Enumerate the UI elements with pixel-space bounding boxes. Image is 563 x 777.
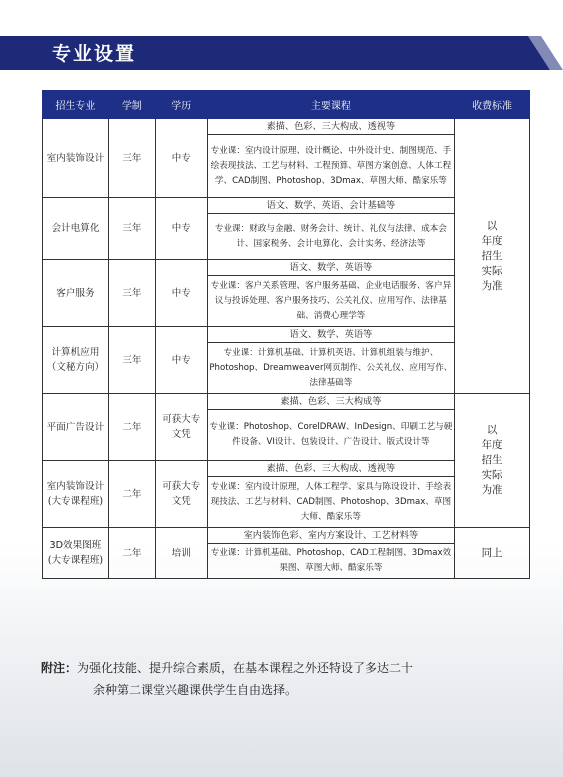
prof-course-cell: 专业课：室内设计原理，人体工程学、家具与陈设设计、手绘表现技法、工艺与材料、CAD制图、Photoshop、3Dmax、草图大师、酷家乐等	[207, 477, 454, 528]
duration-cell: 二年	[108, 394, 155, 461]
fee-text: 招生	[481, 454, 503, 466]
fee-cell: 同上	[455, 528, 530, 579]
footnote-line-1	[41, 657, 521, 679]
fee-text: 招生	[481, 249, 503, 262]
degree-text: 文凭	[171, 429, 191, 440]
duration-cell: 三年	[108, 327, 155, 394]
footnote-label: 附注：	[41, 661, 78, 675]
footnote	[41, 657, 521, 701]
core-course-cell: 语文、数学、英语等	[207, 260, 454, 276]
prof-course-cell: 专业课：财政与金融、财务会计、统计、礼仪与法律、成本会计、国家税务、会计电算化、会计实务、经济法等	[207, 214, 454, 260]
core-course-cell: 素描、色彩、三大构成等	[207, 394, 454, 410]
degree-text: 可获大专	[162, 481, 201, 492]
fee-text: 年度	[481, 234, 503, 247]
table-header-row	[43, 91, 530, 119]
duration-cell: 三年	[108, 198, 155, 260]
fee-cell	[455, 394, 530, 528]
col-header-degree: 学历	[155, 91, 207, 119]
page-title: 专业设置	[52, 43, 137, 65]
major-cell: 客户服务	[43, 260, 109, 327]
degree-cell	[155, 394, 207, 461]
major-name: 计算机应用	[51, 347, 100, 358]
degree-cell: 中专	[155, 260, 207, 327]
major-cell: 室内装饰设计	[43, 119, 109, 198]
degree-cell: 中专	[155, 198, 207, 260]
degree-text: 可获大专	[162, 414, 201, 425]
major-cell	[43, 528, 109, 579]
core-course-cell: 素描、色彩、三大构成、透视等	[207, 119, 454, 135]
fee-cell	[455, 119, 530, 394]
fee-text: 为准	[481, 484, 503, 496]
major-name: 室内装饰设计	[46, 481, 105, 492]
major-subtitle: (大专课程班)	[47, 496, 104, 507]
fee-text: 为准	[481, 279, 503, 292]
table-row	[43, 119, 530, 135]
program-table	[42, 90, 530, 579]
footnote-text-1: 为强化技能、提升综合素质，在基本课程之外还特设了多达二十	[77, 661, 414, 675]
prof-course-cell: 专业课：计算机基础、计算机英语、计算机组装与维护、Photoshop、Dreamweaver网页制作、公关礼仪、应用写作、法律基础等	[207, 343, 454, 394]
major-subtitle: (大专课程班)	[47, 555, 104, 566]
degree-cell: 培训	[155, 528, 207, 579]
fee-text: 以	[486, 219, 498, 232]
table-row	[43, 528, 530, 544]
prof-course-cell: 专业课：室内设计原理、设计概论、中外设计史、制图规范、手绘表现技法、工艺与材料、工程预算、草图方案创意、人体工程学、CAD制图、Photoshop、3Dmax、草图大师、酷家乐等	[207, 135, 454, 198]
fee-text: 实际	[481, 469, 503, 481]
duration-cell: 三年	[108, 119, 155, 198]
major-name: 3D效果图班	[49, 540, 102, 551]
fee-text: 以	[486, 424, 498, 436]
col-header-fee: 收费标准	[455, 91, 530, 119]
major-subtitle: （文秘方向）	[46, 362, 105, 373]
fee-text: 年度	[481, 439, 503, 451]
core-course-cell: 语文、数学、英语等	[207, 327, 454, 343]
core-course-cell: 室内装饰色彩、室内方案设计、工艺材料等	[207, 528, 454, 544]
core-course-cell: 素描、色彩、三大构成、透视等	[207, 461, 454, 477]
duration-cell: 二年	[108, 528, 155, 579]
footnote-text-2: 余种第二课堂兴趣课供学生自由选择。	[93, 683, 298, 697]
major-cell	[43, 461, 109, 528]
degree-cell: 中专	[155, 327, 207, 394]
prof-course-cell: 专业课：Photoshop、CorelDRAW、InDesign、印刷工艺与硬件设备、VI设计、包装设计、广告设计、版式设计等	[207, 410, 454, 461]
core-course-cell: 语文、数学、英语、会计基础等	[207, 198, 454, 214]
major-cell	[43, 327, 109, 394]
col-header-courses: 主要课程	[207, 91, 454, 119]
fee-text: 实际	[481, 264, 503, 277]
duration-cell: 二年	[108, 461, 155, 528]
degree-text: 文凭	[171, 496, 191, 507]
prof-course-cell: 专业课：计算机基础、Photoshop、CAD工程制图、3Dmax效果图、草图大师、酷家乐等	[207, 544, 454, 579]
col-header-duration: 学制	[108, 91, 155, 119]
major-cell: 平面广告设计	[43, 394, 109, 461]
major-cell: 会计电算化	[43, 198, 109, 260]
degree-cell	[155, 461, 207, 528]
degree-cell: 中专	[155, 119, 207, 198]
duration-cell: 三年	[108, 260, 155, 327]
col-header-major: 招生专业	[43, 91, 109, 119]
table-row	[43, 394, 530, 410]
prof-course-cell: 专业课：客户关系管理、客户服务基础、企业电话服务、客户异议与投诉处理、客户服务技巧、公关礼仪、应用写作、法律基础、消费心理学等	[207, 276, 454, 327]
